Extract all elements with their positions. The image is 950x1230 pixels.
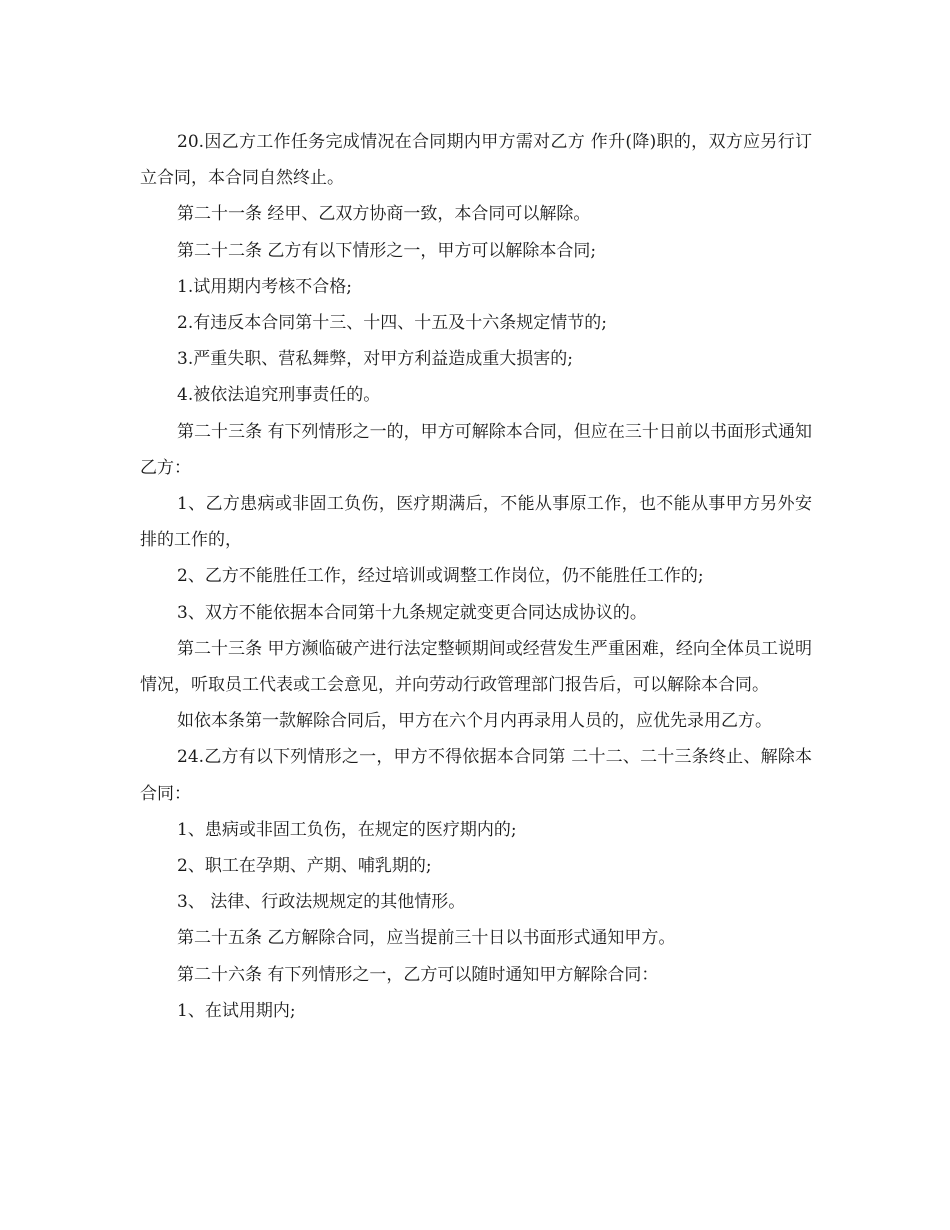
list-item: 1.试用期内考核不合格;: [177, 276, 352, 297]
list-item: 2.有违反本合同第十三、十四、十五及十六条规定情节的;: [177, 313, 607, 334]
document-body: [140, 124, 812, 1029]
list-item: 3、双方不能依据本合同第十九条规定就变更合同达成协议的。: [177, 602, 647, 623]
paragraph-article-23: 第二十三条 有下列情形之一的，甲方可解除本合同，但应在三十日前以书面形式通知乙方：: [140, 421, 812, 478]
list-item: 1、患病或非固工负伤，在规定的医疗期内的;: [177, 819, 517, 840]
list-item: 1、在试用期内;: [177, 1000, 296, 1021]
paragraph-article-21: 第二十一条 经甲、乙双方协商一致，本合同可以解除。: [177, 204, 591, 225]
paragraph-article-26: 第二十六条 有下列情形之一，乙方可以随时通知甲方解除合同：: [177, 964, 659, 985]
paragraph-article-22: 第二十二条 乙方有以下情形之一，甲方可以解除本合同;: [177, 240, 597, 261]
list-item: 2、乙方不能胜任工作，经过培训或调整工作岗位，仍不能胜任工作的;: [177, 566, 704, 587]
paragraph-rehire-priority: 如依本条第一款解除合同后，甲方在六个月内再录用人员的，应优先录用乙方。: [177, 711, 772, 732]
paragraph-clause-24: 24.乙方有以下列情形之一，甲方不得依据本合同第 二十二、二十三条终止、解除本合同：: [140, 747, 812, 804]
paragraph-clause-20: 20.因乙方工作任务完成情况在合同期内甲方需对乙方 作升(降)职的，双方应另行订立合同，本合同自然终止。: [140, 132, 812, 189]
list-item: 3.严重失职、营私舞弊，对甲方利益造成重大损害的;: [177, 349, 573, 370]
list-item: 1、乙方患病或非固工负伤，医疗期满后，不能从事原工作，也不能从事甲方另外安排的工作的，: [140, 494, 812, 551]
paragraph-article-25: 第二十五条 乙方解除合同，应当提前三十日以书面形式通知甲方。: [177, 928, 676, 949]
list-item: 3、 法律、行政法规规定的其他情形。: [177, 892, 466, 913]
paragraph-article-23-bis: 第二十三条 甲方濒临破产进行法定整顿期间或经营发生严重困难，经向全体员工说明情况，听取员工代表或工会意见，并向劳动行政管理部门报告后，可以解除本合同。: [140, 638, 812, 696]
list-item: 2、职工在孕期、产期、哺乳期的;: [177, 856, 432, 877]
list-item: 4.被依法追究刑事责任的。: [177, 385, 381, 406]
